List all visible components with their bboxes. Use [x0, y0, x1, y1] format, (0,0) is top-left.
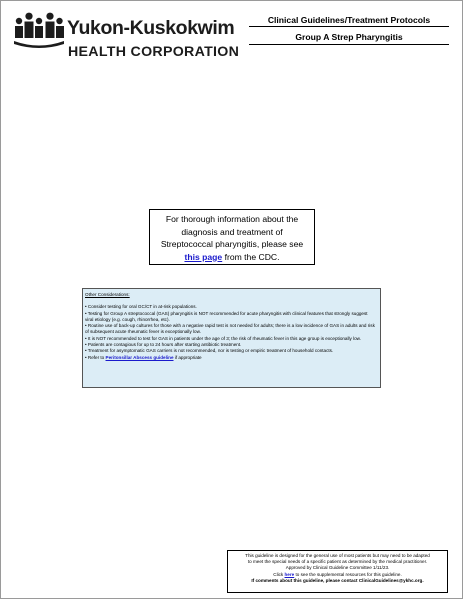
considerations-heading: Other Considerations:	[85, 292, 130, 297]
info-line	[150, 251, 314, 264]
footer-line: Approved by Clinical Guideline Committee 1/11/23.	[285, 565, 390, 571]
list-item: • Treatment for asymptomatic GAS carriers is not recommended, nor is testing or empiric treatment of household contacts.	[85, 348, 334, 354]
cdc-page-link[interactable]: this page	[184, 251, 223, 262]
list-item: • Consider testing for oral GC/CT in at-risk populations.	[85, 304, 197, 310]
people-logo-icon	[14, 12, 64, 48]
other-considerations-box	[82, 288, 381, 388]
info-line: Streptococcal pharyngitis, please see	[160, 239, 304, 249]
footer-click-prefix: Click	[273, 571, 285, 577]
info-line: For thorough information about the	[165, 214, 299, 224]
list-item: • Routine use of back-up cultures for those with a negative rapid test is not needed for adults; there is a low incidence of GAS in adults and risk of subsequent acute rheumatic fever is exceptionally low.	[85, 323, 375, 335]
document-title: Group A Strep Pharyngitis	[295, 32, 403, 42]
header-divider	[249, 44, 449, 45]
ykhc-logo	[14, 12, 246, 60]
list-item	[85, 355, 377, 361]
footer-disclaimer-box	[227, 550, 448, 593]
list-item: • Patients are contagious for up to 24 hours after starting antibiotic treatment.	[85, 342, 242, 348]
info-line: diagnosis and treatment of	[181, 226, 283, 237]
brand-name: Yukon-Kuskokwim	[67, 17, 235, 39]
footer-line: This guideline is designed for the general use of most patients but may need to be adapted	[245, 553, 430, 558]
header-divider	[249, 26, 449, 27]
footer-click-suffix: to see the supplemental resources for this guideline.	[294, 571, 402, 577]
cdc-info-box	[149, 209, 315, 265]
peritonsillar-abscess-link[interactable]: Peritonsillar Abscess guideline	[105, 354, 174, 360]
section-title: Clinical Guidelines/Treatment Protocols	[267, 15, 431, 25]
footer-contact-line: If comments about this guideline, please contact ClinicalGuidelines@ykhc.org.	[251, 577, 424, 583]
refer-suffix: if appropriate	[173, 354, 202, 360]
refer-prefix: • Refer to	[85, 354, 106, 360]
brand-subtitle: HEALTH CORPORATION	[68, 44, 240, 60]
supplemental-resources-link[interactable]: here	[284, 571, 295, 577]
considerations-list	[85, 304, 377, 361]
footer-line: to meet the special needs of a specific patient as determined by the medical practitioner.	[247, 559, 428, 565]
info-line-suffix: from the CDC.	[222, 251, 280, 262]
list-item: • It is NOT recommended to test for GAS in patients under the age of 3; the risk of rheumatic fever in this age group is exceptionally low.	[85, 335, 362, 341]
list-item: • Testing for Group A streptococcal (GAS) pharyngitis is NOT recommended for acute pharyngitis with clinical features that strongly suggest viral etiology (e.g. cough, rhinorrhea, etc).	[85, 310, 368, 322]
